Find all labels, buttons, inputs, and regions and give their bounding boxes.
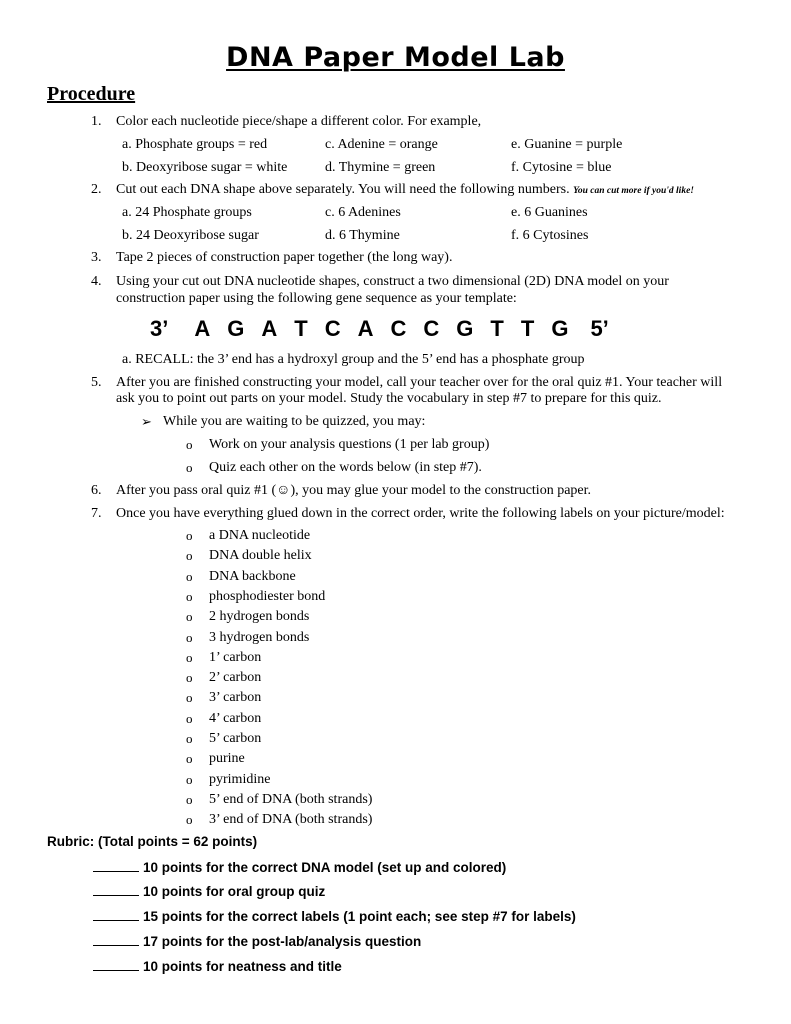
sequence-base: G xyxy=(456,316,474,341)
procedure-heading: Procedure xyxy=(47,83,136,105)
step2-item-f: f. 6 Cytosines xyxy=(511,228,589,243)
label-item: purine xyxy=(209,751,245,766)
sequence-5prime: 5’ xyxy=(590,316,609,341)
sequence-base: C xyxy=(423,316,440,341)
label-item: 2 hydrogen bonds xyxy=(209,609,310,624)
bullet-icon: o xyxy=(186,630,193,645)
step1-item-c: c. Adenine = orange xyxy=(325,137,438,152)
step4-number: 4. xyxy=(91,274,102,289)
rubric-item xyxy=(93,883,325,899)
rubric-item-text: 10 points for neatness and title xyxy=(143,959,342,974)
label-item: 3 hydrogen bonds xyxy=(209,630,310,645)
step7-number: 7. xyxy=(91,506,102,521)
sequence-base: G xyxy=(551,316,569,341)
step1-item-e: e. Guanine = purple xyxy=(511,137,623,152)
bullet-icon: o xyxy=(186,670,193,685)
step2-item-b: b. 24 Deoxyribose sugar xyxy=(122,228,259,243)
label-item: a DNA nucleotide xyxy=(209,528,311,543)
rubric-item-text: 10 points for oral group quiz xyxy=(143,884,326,899)
label-item: DNA double helix xyxy=(209,548,312,563)
label-item: pyrimidine xyxy=(209,772,271,787)
score-blank[interactable] xyxy=(93,883,139,896)
step5-bullet-2: Quiz each other on the words below (in step #7). xyxy=(209,460,482,475)
bullet-icon: o xyxy=(186,460,193,475)
rubric-item-text: 15 points for the correct labels (1 point each; see step #7 for labels) xyxy=(143,909,576,924)
step1-item-a: a. Phosphate groups = red xyxy=(122,137,268,152)
step5-arrow-text: While you are waiting to be quizzed, you may: xyxy=(163,414,426,429)
label-item: 5’ end of DNA (both strands) xyxy=(209,792,373,807)
step2-note: You can cut more if you'd like! xyxy=(573,186,694,196)
bullet-icon: o xyxy=(186,569,193,584)
score-blank[interactable] xyxy=(93,933,139,946)
step1-item-d: d. Thymine = green xyxy=(325,160,436,175)
bullet-icon: o xyxy=(186,772,193,787)
rubric-item xyxy=(93,859,506,875)
sequence-base: C xyxy=(324,316,341,341)
label-item: DNA backbone xyxy=(209,569,296,584)
step2-item-e: e. 6 Guanines xyxy=(511,205,588,220)
label-item: 2’ carbon xyxy=(209,670,262,685)
rubric-item-text: 10 points for the correct DNA model (set up and colored) xyxy=(143,860,507,875)
step2-text: Cut out each DNA shape above separately. You will need the following numbers. xyxy=(116,182,570,197)
score-blank[interactable] xyxy=(93,908,139,921)
sequence-base: T xyxy=(520,316,535,341)
step5-line2: ask you to point out parts on your model. Study the vocabulary in step #7 to prepare for this quiz. xyxy=(116,391,662,406)
step5-line1: After you are finished constructing your model, call your teacher over for the oral quiz #1. Your teacher will xyxy=(116,375,723,390)
step4-line2: construction paper using the following gene sequence as your template: xyxy=(116,291,517,306)
sequence-base: G xyxy=(227,316,245,341)
sequence-base: T xyxy=(490,316,504,341)
step4-line1: Using your cut out DNA nucleotide shapes, construct a two dimensional (2D) DNA model on your xyxy=(116,274,669,289)
rubric-heading: Rubric: (Total points = 62 points) xyxy=(47,834,258,849)
rubric-item xyxy=(93,933,421,949)
step1-item-b: b. Deoxyribose sugar = white xyxy=(122,160,288,175)
label-item: 5’ carbon xyxy=(209,731,262,746)
score-blank[interactable] xyxy=(93,958,139,971)
sequence-base: A xyxy=(357,316,374,341)
bullet-icon: o xyxy=(186,711,193,726)
label-item: 3’ end of DNA (both strands) xyxy=(209,812,373,827)
step1-text: Color each nucleotide piece/shape a different color. For example, xyxy=(116,114,482,129)
label-item: 4’ carbon xyxy=(209,711,262,726)
rubric-item xyxy=(93,908,576,924)
step5-number: 5. xyxy=(91,375,102,390)
bullet-icon: o xyxy=(186,437,193,452)
sequence-base: A xyxy=(194,316,211,341)
step5-bullet-1: Work on your analysis questions (1 per lab group) xyxy=(209,437,490,452)
step2-item-c: c. 6 Adenines xyxy=(325,205,401,220)
arrow-bullet-icon: ➢ xyxy=(141,414,152,429)
bullet-icon: o xyxy=(186,609,193,624)
step2-text-line xyxy=(116,181,694,200)
step4-recall: a. RECALL: the 3’ end has a hydroxyl group and the 5’ end has a phosphate group xyxy=(122,352,585,367)
label-item: 1’ carbon xyxy=(209,650,262,665)
sequence-base: A xyxy=(261,316,278,341)
step3-text: Tape 2 pieces of construction paper together (the long way). xyxy=(116,250,453,265)
bullet-icon: o xyxy=(186,792,193,807)
sequence-base: C xyxy=(390,316,407,341)
step6-number: 6. xyxy=(91,483,102,498)
gene-sequence xyxy=(150,316,609,342)
label-item: 3’ carbon xyxy=(209,690,262,705)
label-item: phosphodiester bond xyxy=(209,589,326,604)
step2-item-a: a. 24 Phosphate groups xyxy=(122,205,252,220)
step7-text: Once you have everything glued down in the correct order, write the following labels on your picture/model: xyxy=(116,506,725,521)
bullet-icon: o xyxy=(186,589,193,604)
bullet-icon: o xyxy=(186,751,193,766)
bullet-icon: o xyxy=(186,650,193,665)
bullet-icon: o xyxy=(186,731,193,746)
sequence-base: T xyxy=(294,316,308,341)
step3-number: 3. xyxy=(91,250,102,265)
page-title: DNA Paper Model Lab xyxy=(226,42,565,73)
step2-item-d: d. 6 Thymine xyxy=(325,228,400,243)
bullet-icon: o xyxy=(186,528,193,543)
step1-number: 1. xyxy=(91,114,102,129)
rubric-item xyxy=(93,958,342,974)
rubric-item-text: 17 points for the post-lab/analysis question xyxy=(143,934,422,949)
bullet-icon: o xyxy=(186,548,193,563)
sequence-3prime: 3’ xyxy=(150,316,169,341)
bullet-icon: o xyxy=(186,812,193,827)
step1-item-f: f. Cytosine = blue xyxy=(511,160,612,175)
score-blank[interactable] xyxy=(93,859,139,872)
step2-number: 2. xyxy=(91,182,102,197)
step6-text: After you pass oral quiz #1 (☺), you may glue your model to the construction paper. xyxy=(116,483,592,498)
bullet-icon: o xyxy=(186,690,193,705)
